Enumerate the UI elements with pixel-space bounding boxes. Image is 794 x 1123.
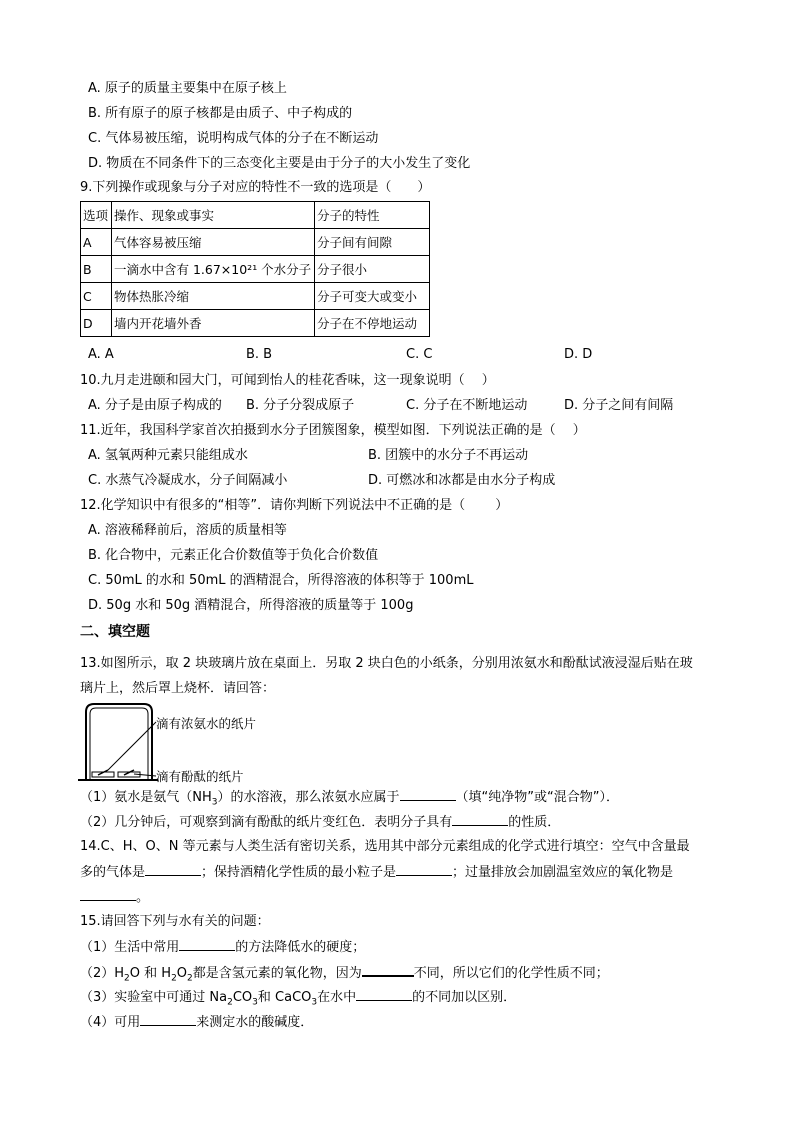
answer-blank[interactable] <box>80 888 136 901</box>
text: （1）氨水是氨气（NH <box>80 790 212 805</box>
text: 的方法降低水的硬度； <box>235 940 366 955</box>
q11-option-a: A. 氢氧两种元素只能组成水 <box>88 448 248 463</box>
q12-option-d: D. 50g 水和 50g 酒精混合，所得溶液的质量等于 100g <box>88 598 414 613</box>
q11-option-b: B. 团簇中的水分子不再运动 <box>368 448 529 463</box>
q15-sub3 <box>80 988 516 1012</box>
subscript: 2 <box>187 973 193 984</box>
text: 的性质． <box>508 815 561 830</box>
text: （2）几分钟后，可观察到滴有酚酞的纸片变红色．表明分子具有 <box>80 815 453 830</box>
q13-sub1 <box>80 788 619 812</box>
table-row <box>81 229 430 256</box>
q8-option-b: B. 所有原子的原子核都是由质子、中子构成的 <box>88 106 353 121</box>
text: 都是含氢元素的氧化物，因为 <box>192 966 362 981</box>
table-header-cell: 选项 <box>81 202 112 229</box>
table-cell: C <box>81 283 112 310</box>
answer-blank[interactable] <box>145 863 201 876</box>
q11-stem: 11.近年，我国科学家首次拍摄到水分子团簇图象，模型如图．下列说法正确的是（ ） <box>80 423 586 438</box>
text: （填“纯净物”或“混合物”）． <box>455 790 619 805</box>
q15-stem: 15.请回答下列与水有关的问题： <box>80 914 270 929</box>
q9-option-c: C. C <box>406 347 433 362</box>
q12-option-a: A. 溶液稀释前后，溶质的质量相等 <box>88 523 287 538</box>
q8-option-c: C. 气体易被压缩，说明构成气体的分子在不断运动 <box>88 131 379 146</box>
q10-stem: 10.九月走进颐和园大门，可闻到怡人的桂花香味，这一现象说明（ ） <box>80 373 495 388</box>
text: ）的水溶液，那么浓氨水应属于 <box>217 790 400 805</box>
table-cell: 一滴水中含有 1.67×10²¹ 个水分子 <box>112 256 315 283</box>
ammonia-paper-label: 滴有浓氨水的纸片 <box>156 716 257 731</box>
q12-stem: 12.化学知识中有很多的“相等”．请你判断下列说法中不正确的是（ ） <box>80 498 509 513</box>
q11-option-c: C. 水蒸气冷凝成水，分子间隔减小 <box>88 473 288 488</box>
subscript: 3 <box>311 997 318 1008</box>
q8-option-a: A. 原子的质量主要集中在原子核上 <box>88 81 287 96</box>
answer-blank[interactable] <box>396 863 452 876</box>
phenolphthalein-paper-label: 滴有酚酞的纸片 <box>156 769 244 784</box>
q9-stem: 9.下列操作或现象与分子对应的特性不一致的选项是（ ） <box>80 180 431 195</box>
q8-option-d: D. 物质在不同条件下的三态变化主要是由于分子的大小发生了变化 <box>88 156 471 171</box>
q13-stem-line1: 13.如图所示，取 2 块玻璃片放在桌面上．另取 2 块白色的小纸条，分别用浓氨水和酚酞试液浸湿后贴在玻 <box>80 656 693 671</box>
text: 的不同加以区别． <box>412 990 517 1005</box>
text: （4）可用 <box>80 1015 141 1030</box>
table-header-cell: 分子的特性 <box>315 202 430 229</box>
q12-option-c: C. 50mL 的水和 50mL 的酒精混合，所得溶液的体积等于 100mL <box>88 573 474 588</box>
beaker-figure <box>78 700 278 788</box>
text: ；保持酒精化学性质的最小粒子是 <box>201 865 397 880</box>
q11-option-d: D. 可燃冰和冰都是由水分子构成 <box>368 473 556 488</box>
table-row <box>81 283 430 310</box>
text: （3）实验室中可通过 Na <box>80 990 228 1005</box>
q14-line3 <box>80 888 149 907</box>
table-cell: 墙内开花墙外香 <box>112 310 315 337</box>
subscript: 3 <box>211 797 218 808</box>
q10-option-b: B. 分子分裂成原子 <box>246 398 355 413</box>
q14-line1: 14.C、H、O、N 等元素与人类生活有密切关系，选用其中部分元素组成的化学式进行填空：空气中含量最 <box>80 839 690 854</box>
text: CO <box>232 990 253 1005</box>
q9-option-b: B. B <box>246 347 273 362</box>
table-cell: B <box>81 256 112 283</box>
section-heading: 二、填空题 <box>80 624 150 640</box>
answer-blank[interactable] <box>452 813 508 826</box>
q15-sub4 <box>80 1013 313 1032</box>
q10-option-a: A. 分子是由原子构成的 <box>88 398 222 413</box>
q9-option-d: D. D <box>564 347 593 362</box>
text: 多的气体是 <box>80 865 146 880</box>
table-cell: D <box>81 310 112 337</box>
answer-blank[interactable] <box>179 938 235 951</box>
answer-blank[interactable] <box>362 963 414 977</box>
q13-stem-line2: 璃片上，然后罩上烧杯．请回答： <box>80 681 276 696</box>
q14-line2 <box>80 863 673 882</box>
table-cell: 气体容易被压缩 <box>112 229 315 256</box>
table-cell: 分子在不停地运动 <box>315 310 430 337</box>
answer-blank[interactable] <box>140 1013 196 1026</box>
text: 在水中 <box>317 990 357 1005</box>
q9-option-a: A. A <box>88 347 114 362</box>
text: 来测定水的酸碱度． <box>196 1015 314 1030</box>
subscript: 3 <box>252 997 258 1008</box>
q10-option-d: D. 分子之间有间隔 <box>564 398 674 413</box>
text: 不同，所以它们的化学性质不同； <box>413 966 609 981</box>
table-cell: 分子很小 <box>315 256 430 283</box>
subscript: 2 <box>171 973 177 984</box>
table-header-row <box>81 202 430 229</box>
text: 和 CaCO <box>257 990 312 1005</box>
table-header-cell: 操作、现象或事实 <box>112 202 315 229</box>
table-row <box>81 310 430 337</box>
q9-table <box>80 201 430 337</box>
answer-blank[interactable] <box>400 788 456 801</box>
text: （1）生活中常用 <box>80 940 180 955</box>
subscript: 2 <box>227 997 233 1008</box>
table-cell: A <box>81 229 112 256</box>
table-row <box>81 256 430 283</box>
text: O 和 H <box>129 966 172 981</box>
table-cell: 分子间有间隙 <box>315 229 430 256</box>
q10-option-c: C. 分子在不断地运动 <box>406 398 528 413</box>
answer-blank[interactable] <box>356 988 412 1001</box>
q15-sub1 <box>80 938 365 957</box>
text: O <box>176 966 188 981</box>
q12-option-b: B. 化合物中，元素正化合价数值等于负化合价数值 <box>88 548 379 563</box>
text: （2）H <box>80 966 125 981</box>
text: ；过量排放会加剧温室效应的氧化物是 <box>452 865 674 880</box>
table-cell: 物体热胀冷缩 <box>112 283 315 310</box>
q13-sub2 <box>80 813 560 832</box>
table-cell: 分子可变大或变小 <box>315 283 430 310</box>
q15-sub2 <box>80 963 609 988</box>
text: 。 <box>136 890 150 905</box>
subscript: 2 <box>124 973 130 984</box>
